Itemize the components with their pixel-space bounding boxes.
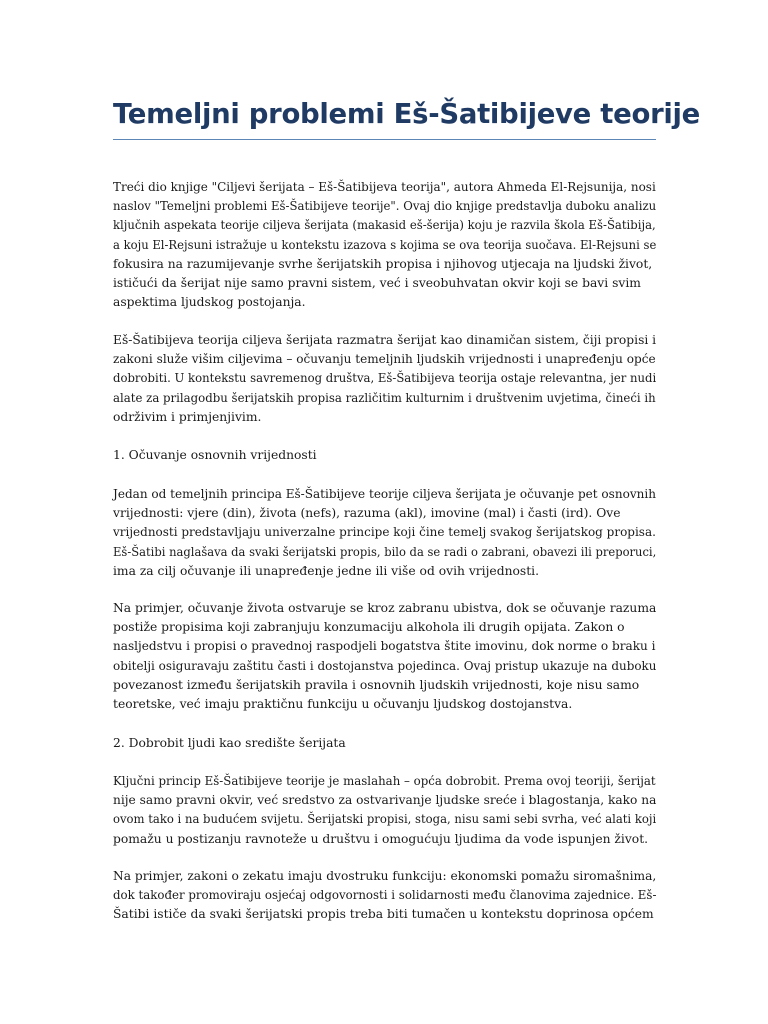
section-heading-1 [113, 446, 656, 465]
text-line: dobrobiti. U kontekstu savremenog društva, Eš-Šatibijeva teorija ostaje relevantna, jer nudi [113, 371, 657, 386]
paragraph-intro [113, 178, 656, 312]
text-line: dok također promoviraju osjećaj odgovornosti i solidarnosti među članovima zajednice. Eš- [113, 888, 657, 903]
text-line: 1. Očuvanje osnovnih vrijednosti [113, 448, 317, 462]
document-title: Temeljni problemi Eš-Šatibijeve teorije [113, 98, 700, 130]
text-line: Treći dio knjige "Ciljevi šerijata – Eš-Šatibijeva teorija", autora Ahmeda El-Rejsunija, nosi [113, 180, 656, 194]
text-line: nasljedstvu i propisi o pravednoj raspodjeli bogatstva štite imovinu, dok norme o braku i [113, 639, 656, 654]
text-line: Jedan od temeljnih principa Eš-Šatibijeve teorije ciljeva šerijata je očuvanje pet osnovnih [113, 487, 656, 501]
paragraph-theory [113, 331, 656, 427]
text-line: nije samo pravni okvir, već sredstvo za ostvarivanje ljudske sreće i blagostanja, kako na [113, 793, 657, 808]
text-line: Na primjer, zakoni o zekatu imaju dvostruku funkciju: ekonomski pomažu siromašnima, [113, 869, 657, 883]
text-line: Eš-Šatibi naglašava da svaki šerijatski propis, bilo da se radi o zabrani, obavezi ili preporuci, [113, 544, 657, 559]
text-line: naslov "Temeljni problemi Eš-Šatibijeve teorije". Ovaj dio knjige predstavlja duboku analizu [113, 199, 657, 214]
text-line: fokusira na razumijevanje svrhe šerijatskih propisa i njihovog utjecaja na ljudski život, [113, 256, 653, 271]
text-line: 2. Dobrobit ljudi kao središte šerijata [113, 736, 346, 750]
text-line: Na primjer, očuvanje života ostvaruje se kroz zabranu ubistva, dok se očuvanje razuma [113, 601, 657, 615]
text-line: ključnih aspekata teorije ciljeva šerijata (makasid eš-šerija) koju je razvila škola Eš-Šatibija, [113, 218, 656, 233]
text-line: a koju El-Rejsuni istražuje u kontekstu izazova s kojima se ova teorija suočava. El-Rejsuni se [113, 237, 657, 252]
paragraph-examples [113, 599, 656, 714]
text-line: obitelji osiguravaju zaštitu časti i dostojanstva pojedinca. Ovaj pristup ukazuje na duboku [113, 658, 657, 673]
text-line: povezanost između šerijatskih pravila i osnovnih ljudskih vrijednosti, koje nisu samo [113, 677, 640, 692]
text-line: alate za prilagodbu šerijatskih propisa različitim kulturnim i društvenim uvjetima, čineći ih [113, 390, 656, 405]
text-line: vrijednosti: vjere (din), života (nefs), razuma (akl), imovine (mal) i časti (ird). Ove [113, 506, 621, 521]
text-line: vrijednosti predstavljaju univerzalne principe koji čine temelj svakog šerijatskog propisa. [113, 525, 656, 540]
text-line: postiže propisima koji zabranjuju konzumaciju alkohola ili drugih opijata. Zakon o [113, 620, 625, 635]
paragraph-zekat [113, 867, 656, 925]
text-line: održivim i primjenjivim. [113, 409, 262, 424]
text-line: aspektima ljudskog postojanja. [113, 295, 306, 310]
title-divider [113, 139, 656, 140]
text-line: teoretske, već imaju praktičnu funkciju u očuvanju ljudskog dostojanstva. [113, 697, 573, 712]
paragraph-maslahah [113, 772, 656, 849]
text-line: ima za cilj očuvanje ili unapređenje jedne ili više od ovih vrijednosti. [113, 563, 539, 578]
text-line: Ključni princip Eš-Šatibijeve teorije je maslahah – opća dobrobit. Prema ovoj teoriji, šerijat [113, 774, 656, 788]
text-line: Eš-Šatibijeva teorija ciljeva šerijata razmatra šerijat kao dinamičan sistem, čiji propisi i [113, 333, 657, 347]
section-heading-2 [113, 734, 656, 753]
paragraph-five-values [113, 485, 656, 581]
text-line: zakoni služe višim ciljevima – očuvanju temeljnih ljudskih vrijednosti i unapređenju opće [113, 352, 656, 367]
text-line: ovom tako i na budućem svijetu. Šerijatski propisi, stoga, nisu sami sebi svrha, već alati koji [113, 812, 657, 827]
text-line: Šatibi ističe da svaki šerijatski propis treba biti tumačen u kontekstu doprinosa općem [113, 907, 654, 922]
text-line: ističući da šerijat nije samo pravni sistem, već i sveobuhvatan okvir koji se bavi svim [113, 276, 641, 291]
text-line: pomažu u postizanju ravnoteže u društvu i omogućuju ljudima da vode ispunjen život. [113, 831, 649, 846]
